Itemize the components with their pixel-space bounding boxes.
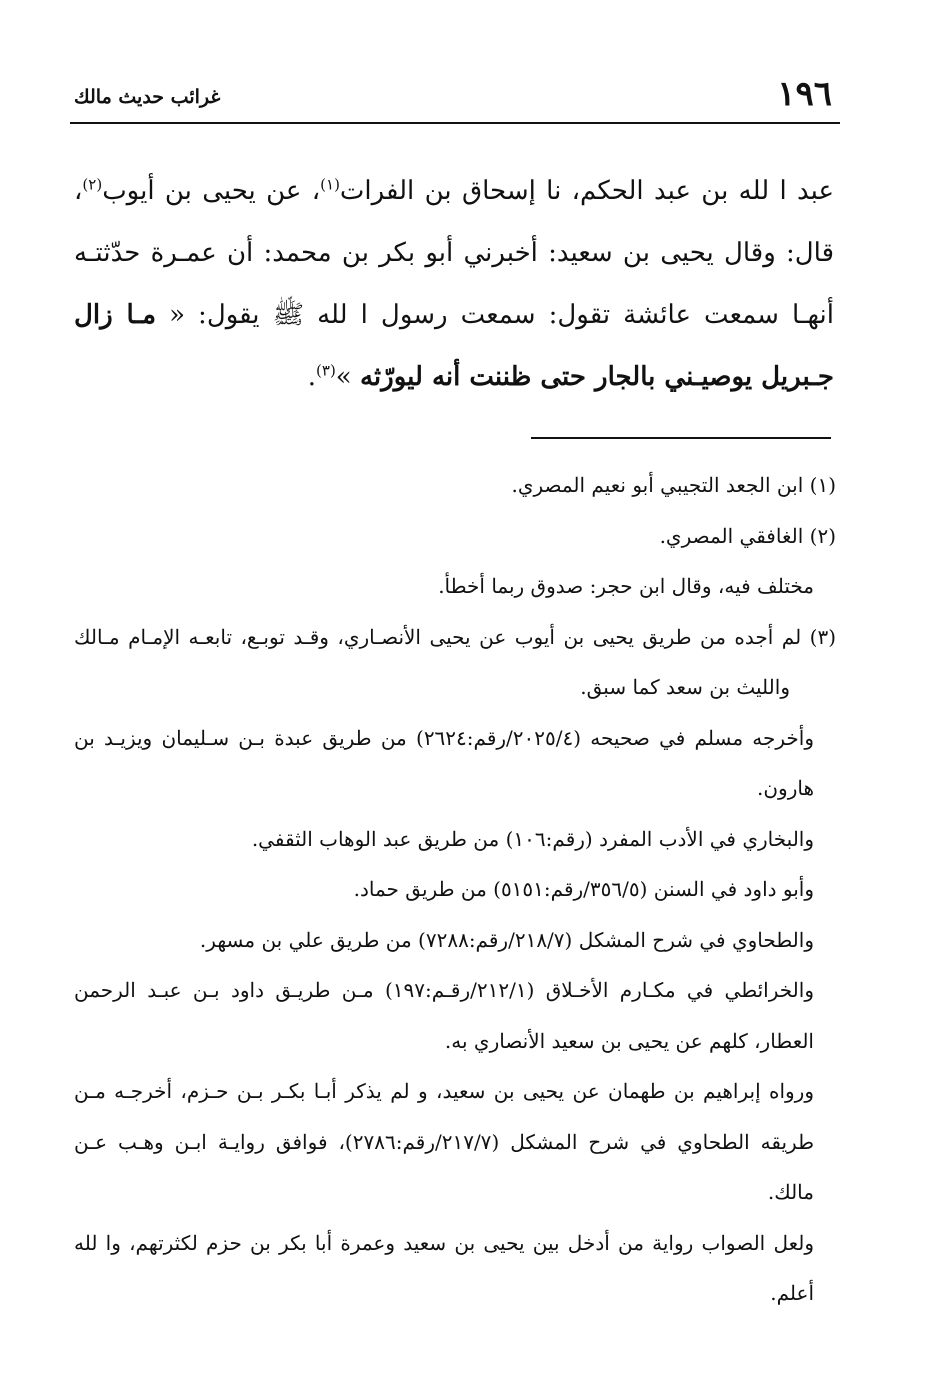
footnote-3-conclusion: ولعل الصواب رواية من أدخل بين يحيى بن سعيد وعمرة أبا بكر بن حزم لكثرتهم، وا لله أعلم. bbox=[74, 1230, 814, 1305]
footnote-1: (١) ابن الجعد التجيبي أبو نعيم المصري. bbox=[511, 473, 836, 497]
footnote-ref-3: (٣) bbox=[316, 361, 336, 380]
running-title: غرائب حديث مالك bbox=[74, 86, 221, 108]
page-number: ١٩٦ bbox=[777, 74, 832, 114]
footnotes bbox=[74, 460, 836, 1319]
full-stop: . bbox=[307, 362, 317, 392]
footnote-ref-1: (١) bbox=[320, 175, 340, 194]
footnote-3-bukhari: والبخاري في الأدب المفرد (رقم:١٠٦) من طريق عبد الوهاب الثقفي. bbox=[251, 826, 814, 851]
footnote-separator bbox=[531, 437, 831, 439]
footnote-3-abu-dawud: وأبو داود في السنن (٣٥٦/٥/رقم:٥١٥١) من طريق حماد. bbox=[353, 877, 814, 901]
isnad-part-1: عبد ا لله بن عبد الحكم، نا إسحاق بن الفرات bbox=[339, 176, 834, 206]
closing-quote: » bbox=[335, 362, 360, 392]
hadith-text: مـا زال جـبريل يوصيـني بالجار حتى ظننت أنه ليورّثه bbox=[74, 300, 834, 392]
footnote-3-ibrahim: ورواه إبراهيم بن طهمان عن يحيى بن سعيد، و لم يذكر أبـا بكـر بـن حـزم، أخرجـه مـن طريقه الطحاوي في شرح المشكل (٢١٧/٧/رقم:٢٧٨٦)، فوافق روايـة ابـن وهـب عـن مالك. bbox=[74, 1079, 814, 1204]
footnote-2-continuation: مختلف فيه، وقال ابن حجر: صدوق ربما أخطأ. bbox=[438, 574, 814, 598]
footnote-3-tahawi: والطحاوي في شرح المشكل (٢١٨/٧/رقم:٧٢٨٨) من طريق علي بن مسهر. bbox=[199, 927, 814, 952]
isnad-part-2: ، عن يحيى بن أيوب bbox=[102, 176, 321, 206]
footnote-ref-2: (٢) bbox=[82, 175, 103, 194]
footnote-3-kharaiti: والخرائطي في مكـارم الأخـلاق (٢١٢/١/رقـم:١٩٧) مـن طريـق داود بـن عبـد الرحمن العطار، كلهم عن يحيى بن سعيد الأنصاري به. bbox=[74, 978, 814, 1053]
main-text bbox=[74, 160, 834, 408]
main-paragraph bbox=[74, 160, 834, 408]
isnad-part-3: ، قال: وقال يحيى بن سعيد: أخبرني أبو بكر بن محمد: أن عمـرة حدّثتـه أنهـا سمعت عائشة تقول: سمعت رسول ا لله ﷺ يقول: « bbox=[74, 176, 835, 330]
page-header bbox=[70, 72, 840, 124]
footnote-3-muslim: وأخرجه مسلم في صحيحه (٢٠٢٥/٤/رقم:٢٦٢٤) من طريق عبدة بـن سـليمان ويزيـد بن هارون. bbox=[74, 725, 814, 800]
footnote-2: (٢) الغافقي المصري. bbox=[659, 523, 836, 548]
footnote-3: (٣) لم أجده من طريق يحيى بن أيوب عن يحيى الأنصـاري، وقـد توبـع، تابعـه الإمـام مـالك والليث بن سعد كما سبق. bbox=[74, 624, 836, 699]
